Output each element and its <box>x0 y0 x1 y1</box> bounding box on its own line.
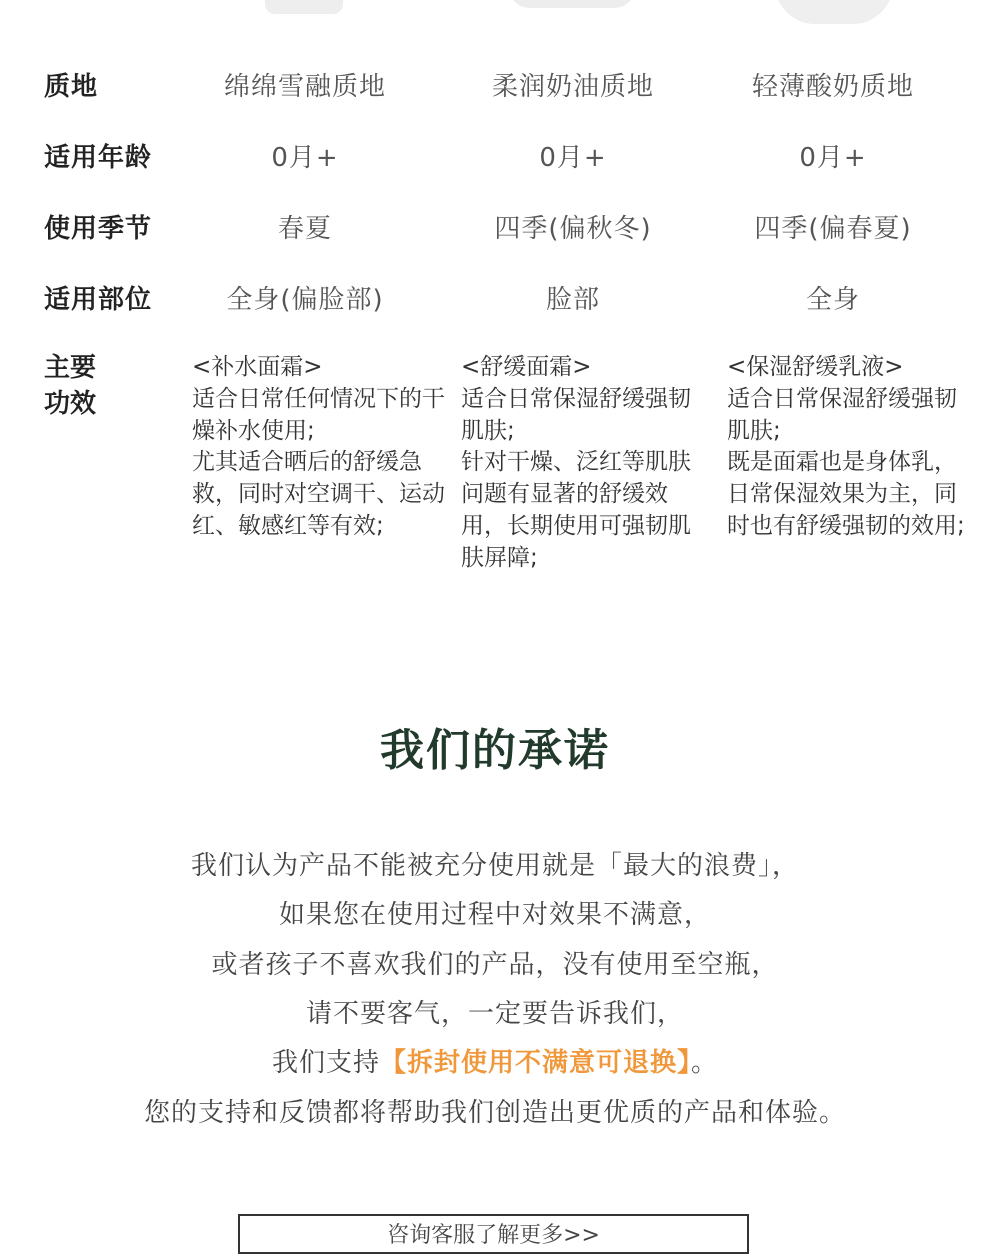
promise-line-2: 如果您在使用过程中对效果不满意， <box>278 900 711 930</box>
effect-text-1: <补水面霜> 适合日常任何情况下的干燥补水使用; 尤其适合晒后的舒缓急救，同时对空调干、运动红、敏感红等有效; <box>192 354 445 539</box>
row-label-season: 使用季节 <box>44 214 153 244</box>
product-bottles <box>0 0 990 20</box>
support-prefix: 我们支持 <box>271 1048 380 1078</box>
promise-line-4: 请不要客气，一定要告诉我们， <box>305 999 684 1029</box>
bottle-3 <box>775 0 893 24</box>
row-label-texture: 质地 <box>44 72 99 102</box>
promise-title: 我们的承诺 <box>380 725 610 776</box>
promise-line-3: 或者孩子不喜欢我们的产品，没有使用至空瓶， <box>211 950 779 980</box>
cell-texture-3: 轻薄酸奶质地 <box>751 72 914 102</box>
contact-service-button[interactable]: 咨询客服了解更多>> <box>238 1214 749 1254</box>
cell-area-2: 脸部 <box>545 285 600 315</box>
row-label-area: 适用部位 <box>44 285 153 315</box>
cell-texture-2: 柔润奶油质地 <box>491 72 654 102</box>
promise-line-1: 我们认为产品不能被充分使用就是「最大的浪费」， <box>190 851 799 881</box>
row-label-effect: 主要功效 <box>44 353 97 419</box>
promise-last-line: 您的支持和反馈都将帮助我们创造出更优质的产品和体验。 <box>143 1098 846 1128</box>
cell-area-1: 全身(偏脸部) <box>226 285 384 315</box>
cell-age-3: 0月+ <box>799 143 867 173</box>
cell-texture-1: 绵绵雪融质地 <box>223 72 386 102</box>
effect-text-2: <舒缓面霜> 适合日常保湿舒缓强韧肌肤; 针对干燥、泛红等肌肤问题有显著的舒缓效用，长期使用可强韧肌肤屏障; <box>461 354 691 571</box>
row-label-age: 适用年龄 <box>44 143 153 173</box>
bottle-1 <box>265 0 343 14</box>
return-policy-highlight: 【拆封使用不满意可退换】 <box>379 1048 691 1078</box>
cell-season-3: 四季(偏春夏) <box>754 214 912 244</box>
cell-season-2: 四季(偏秋冬) <box>494 214 652 244</box>
cell-area-3: 全身 <box>805 285 860 315</box>
cell-season-1: 春夏 <box>277 214 332 244</box>
bottle-2 <box>508 0 636 8</box>
cell-age-2: 0月+ <box>539 143 607 173</box>
promise-support-line <box>0 1042 990 1079</box>
cell-age-1: 0月+ <box>271 143 339 173</box>
effect-text-3: <保湿舒缓乳液> 适合日常保湿舒缓强韧肌肤; 既是面霜也是身体乳，日常保湿效果为主，同时也有舒缓强韧的效用; <box>727 354 965 539</box>
support-suffix: 。 <box>691 1048 719 1078</box>
